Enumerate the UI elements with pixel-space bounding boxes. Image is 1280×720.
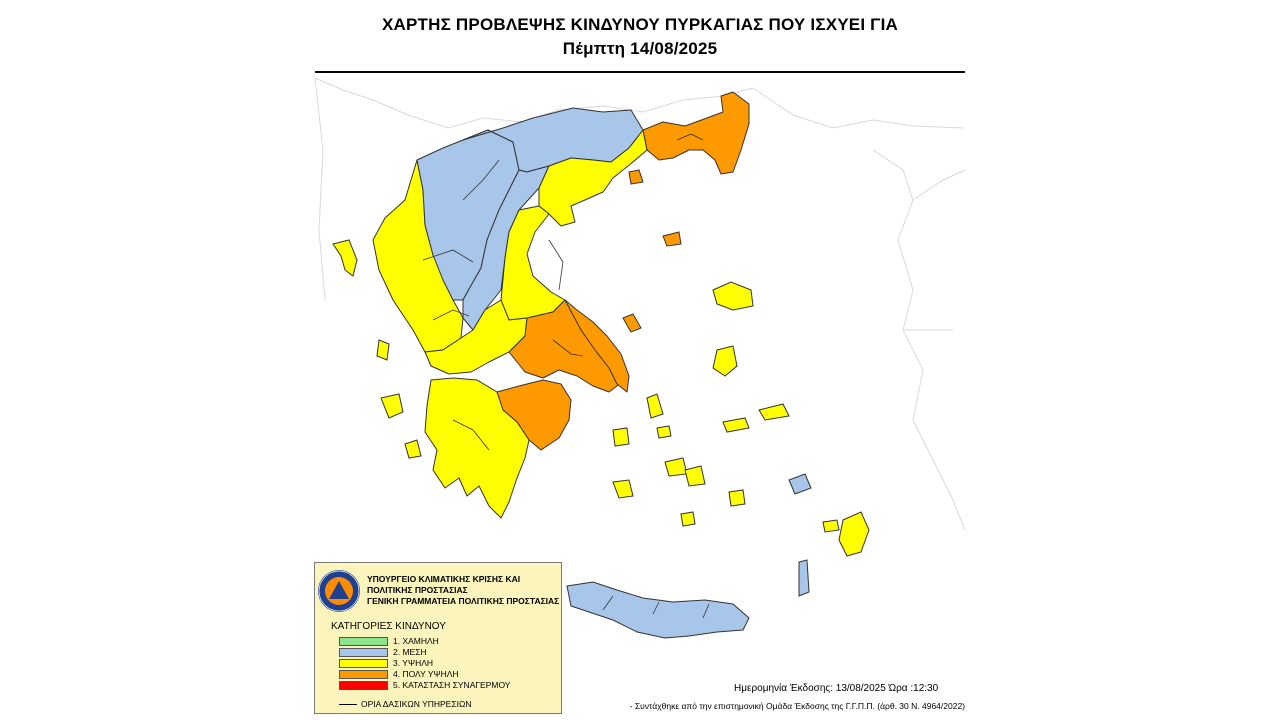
island-lemnos	[713, 282, 753, 310]
island-corfu	[333, 240, 357, 276]
legend-item-low	[339, 637, 539, 646]
legend-item-very-high	[339, 670, 539, 679]
legend-label-medium: 2. ΜΕΣΗ	[393, 647, 427, 657]
island-milos	[681, 512, 695, 526]
map-title: ΧΑΡΤΗΣ ΠΡΟΒΛΕΨΗΣ ΚΙΝΔΥΝΟΥ ΠΥΡΚΑΓΙΑΣ ΠΟΥ ΙΣΧΥΕΙ ΓΙΑ	[381, 15, 898, 34]
legend-heading: ΚΑΤΗΓΟΡΙΕΣ ΚΙΝΔΥΝΟΥ	[331, 621, 446, 632]
island-lesvos	[713, 346, 737, 376]
legend-label-alert: 5. ΚΑΤΑΣΤΑΣΗ ΣΥΝΑΓΕΡΜΟΥ	[393, 680, 511, 690]
island-samothraki	[663, 232, 681, 246]
legend-swatch-low	[339, 637, 388, 646]
island-paros	[613, 480, 633, 498]
title-divider	[315, 71, 965, 73]
island-mykonos	[665, 458, 687, 476]
fire-risk-map	[313, 0, 967, 720]
issue-date: Ημερομηνία Έκδοσης: 13/08/2025 Ώρα :12:30	[734, 683, 939, 694]
civil-protection-logo-icon	[317, 569, 361, 613]
island-lefkada	[377, 340, 389, 360]
legend-label-very-high: 4. ΠΟΛΥ ΥΨΗΛΗ	[393, 669, 459, 679]
island-leros	[789, 474, 811, 494]
island-kefalonia	[381, 394, 403, 418]
map-date: Πέμπτη 14/08/2025	[562, 39, 718, 58]
island-rhodes	[839, 512, 869, 556]
region-polygons	[373, 92, 749, 518]
island-naxos	[685, 466, 705, 486]
island-andros	[613, 428, 629, 446]
legend-swatch-very-high	[339, 670, 388, 679]
agency-name-line1: ΥΠΟΥΡΓΕΙΟ ΚΛΙΜΑΤΙΚΗΣ ΚΡΙΣΗΣ ΚΑΙ	[367, 574, 521, 584]
island-kos	[823, 520, 839, 532]
island-crete	[567, 582, 749, 638]
legend-item-alert	[339, 681, 539, 690]
island-thasos	[629, 170, 643, 184]
island-santorini	[729, 490, 745, 506]
agency-name-line3: ΓΕΝΙΚΗ ΓΡΑΜΜΑΤΕΙΑ ΠΟΛΙΤΙΚΗΣ ΠΡΟΣΤΑΣΙΑΣ	[367, 596, 560, 606]
legend-swatch-alert	[339, 681, 388, 690]
island-karpathos	[799, 560, 809, 596]
region-evros	[643, 92, 749, 174]
legend-label-boundaries: ΟΡΙΑ ΔΑΣΙΚΩΝ ΥΠΗΡΕΣΙΩΝ	[361, 699, 472, 709]
boundary-line-icon	[339, 704, 357, 705]
footnote: - Συντάχθηκε από την επιστημονική Ομάδα Έκδοσης της Γ.Γ.Π.Π. (άρθ. 30 Ν. 4964/2022)	[629, 701, 965, 711]
island-samos	[723, 418, 749, 432]
island-zakynthos	[405, 440, 421, 458]
legend-label-high: 3. ΥΨΗΛΗ	[393, 658, 434, 668]
legend-item-medium	[339, 648, 539, 657]
island-tinos	[657, 426, 671, 438]
island-ikaria	[759, 404, 789, 420]
legend-item-high	[339, 659, 539, 668]
agency-name-line2: ΠΟΛΙΤΙΚΗΣ ΠΡΟΣΤΑΣΙΑΣ	[367, 585, 468, 595]
island-skyros	[623, 314, 641, 332]
legend-panel	[314, 562, 562, 714]
legend-swatch-medium	[339, 648, 388, 657]
legend-label-low: 1. ΧΑΜΗΛΗ	[393, 636, 439, 646]
legend-swatch-high	[339, 659, 388, 668]
island-chios	[647, 394, 663, 418]
